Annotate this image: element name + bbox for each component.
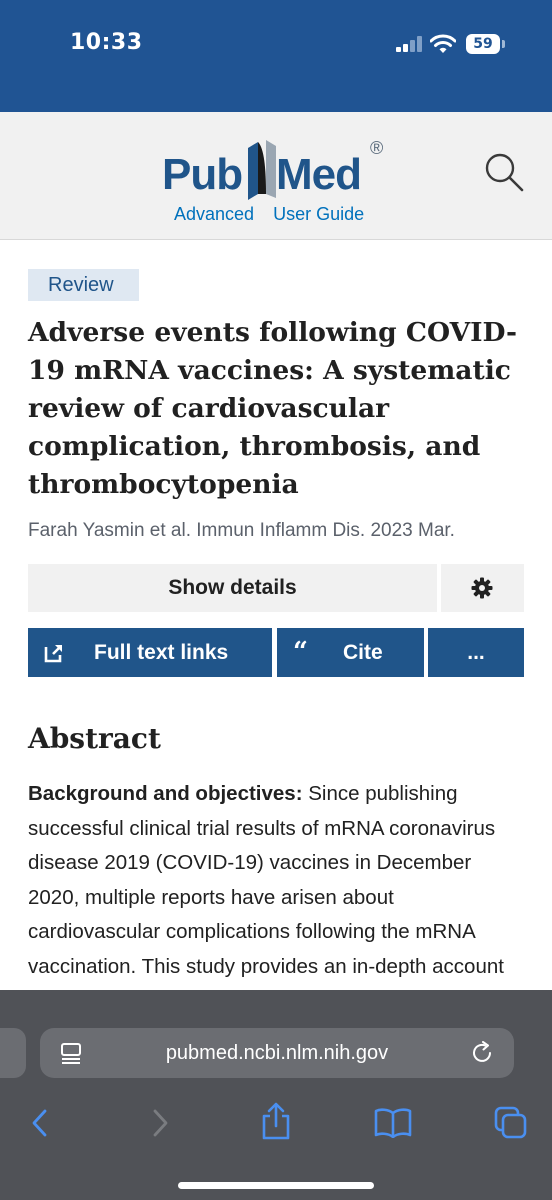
- share-icon[interactable]: [260, 1102, 292, 1140]
- reload-icon[interactable]: [470, 1041, 494, 1065]
- abstract-section-text: Since publishing successful clinical trial results of mRNA coronavirus disease 2019 (COVID-19) vaccines in December 2020, multiple reports have arisen about cardiovascular complications following the mRNA vaccination. This study provides an in-depth account: [28, 782, 504, 978]
- browser-toolbar: [0, 990, 552, 1200]
- bookmarks-icon[interactable]: [374, 1108, 412, 1138]
- advanced-search-link[interactable]: Advanced: [174, 204, 255, 224]
- logo-text-med: Med: [276, 150, 361, 199]
- cellular-signal-icon: [396, 36, 424, 52]
- address-bar[interactable]: [40, 1028, 514, 1078]
- home-indicator[interactable]: [178, 1182, 374, 1189]
- article-title: Adverse events following COVID-19 mRNA vaccines: A systematic review of cardiovascular complication, thrombosis, and thrombocytopenia: [28, 317, 518, 500]
- article-citation-line[interactable]: Farah Yasmin et al. Immun Inflamm Dis. 2023 Mar.: [28, 520, 455, 541]
- more-actions-button[interactable]: ...: [428, 628, 524, 677]
- battery-icon: [466, 34, 506, 54]
- site-header: [0, 112, 552, 240]
- gear-icon: [471, 577, 493, 599]
- publication-type-badge: Review: [28, 269, 139, 301]
- wifi-icon: [430, 34, 456, 54]
- quote-icon: “: [293, 637, 308, 667]
- registered-mark: ®: [370, 138, 384, 158]
- user-guide-link[interactable]: User Guide: [273, 204, 365, 224]
- battery-tip: [502, 40, 505, 48]
- battery-level: 59: [466, 34, 500, 54]
- header-links: [174, 204, 378, 225]
- pubmed-logo[interactable]: [162, 136, 392, 206]
- full-text-links-label: Full text links: [94, 641, 229, 664]
- abstract-text: [28, 777, 526, 1019]
- url-text: pubmed.ncbi.nlm.nih.gov: [165, 1042, 389, 1064]
- status-bar: [0, 0, 552, 112]
- search-icon[interactable]: [482, 150, 526, 194]
- external-link-icon: [44, 643, 64, 663]
- abstract-heading: Abstract: [28, 722, 161, 755]
- forward-icon[interactable]: [148, 1108, 172, 1138]
- cite-button[interactable]: [277, 628, 424, 677]
- show-details-button[interactable]: Show details: [28, 564, 437, 612]
- tabs-icon[interactable]: [494, 1106, 528, 1140]
- previous-tab-preview[interactable]: [0, 1028, 26, 1078]
- book-logo-icon: [240, 138, 284, 204]
- back-icon[interactable]: [28, 1108, 52, 1138]
- status-time: 10:33: [70, 30, 143, 55]
- logo-text: [162, 150, 361, 200]
- logo-text-pub: Pub: [162, 150, 243, 199]
- display-options-button[interactable]: [441, 564, 524, 612]
- full-text-links-button[interactable]: [28, 628, 272, 677]
- cite-label: Cite: [343, 641, 383, 664]
- abstract-section-label: Background and objectives:: [28, 782, 303, 805]
